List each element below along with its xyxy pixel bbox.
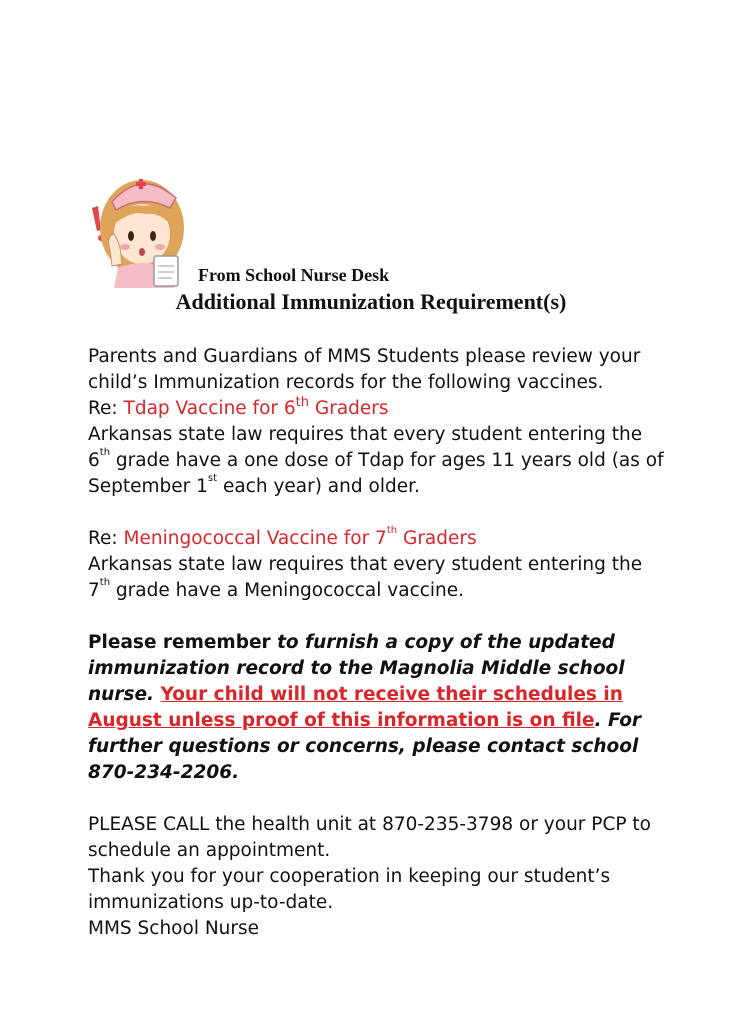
mening-re: Re: — [88, 528, 124, 549]
reminder-paragraph: Please remember to furnish a copy of the updated immunization record to the Magnolia Middle school nurse. Your child will not receive their schedules in August unless proof of this information is on file. For further questions or concerns, please contact school 870-234-2206. — [88, 632, 642, 783]
tdap-vaccine-label: Tdap Vaccine for 6th Graders — [123, 395, 389, 419]
mening-text: Arkansas state law requires that every student entering the 7th grade have a Meningococcal vaccine. — [88, 554, 643, 601]
mening-vaccine-label: Meningococcal Vaccine for 7th Graders — [123, 525, 477, 549]
reminder-lead: Please remember — [88, 632, 278, 653]
reminder-contact: For further questions or concerns, please contact school 870-234-2206. — [88, 710, 642, 783]
thanks-paragraph: Thank you for your cooperation in keeping our student’s immunizations up-to-date. — [88, 866, 611, 913]
schedule-warning: Your child will not receive their schedules in August unless proof of this information is on file — [88, 684, 623, 731]
mening-heading — [88, 526, 668, 552]
intro-paragraph: Parents and Guardians of MMS Students please review your child’s Immunization records for the following vaccines. — [88, 346, 641, 393]
nurse-illustration-icon — [84, 168, 196, 288]
tdap-text: Arkansas state law requires that every student entering the 6th grade have a one dose of Tdap for ages 11 years old (as of September 1st each year) and older. — [88, 424, 664, 497]
call-paragraph: PLEASE CALL the health unit at 870-235-3798 or your PCP to schedule an appointment. — [88, 814, 651, 861]
page-title-text: Additional Immunization Requirement(s) — [175, 289, 567, 314]
page-title — [0, 289, 744, 315]
tdap-re: Re: — [88, 398, 124, 419]
notice-body — [88, 344, 668, 942]
desk-heading: From School Nurse Desk — [198, 265, 390, 285]
tdap-heading — [88, 396, 668, 422]
reminder-italic: to furnish a copy of the updated immunization record to the Magnolia Middle school nurse. — [88, 632, 625, 705]
signature: MMS School Nurse — [88, 918, 260, 939]
